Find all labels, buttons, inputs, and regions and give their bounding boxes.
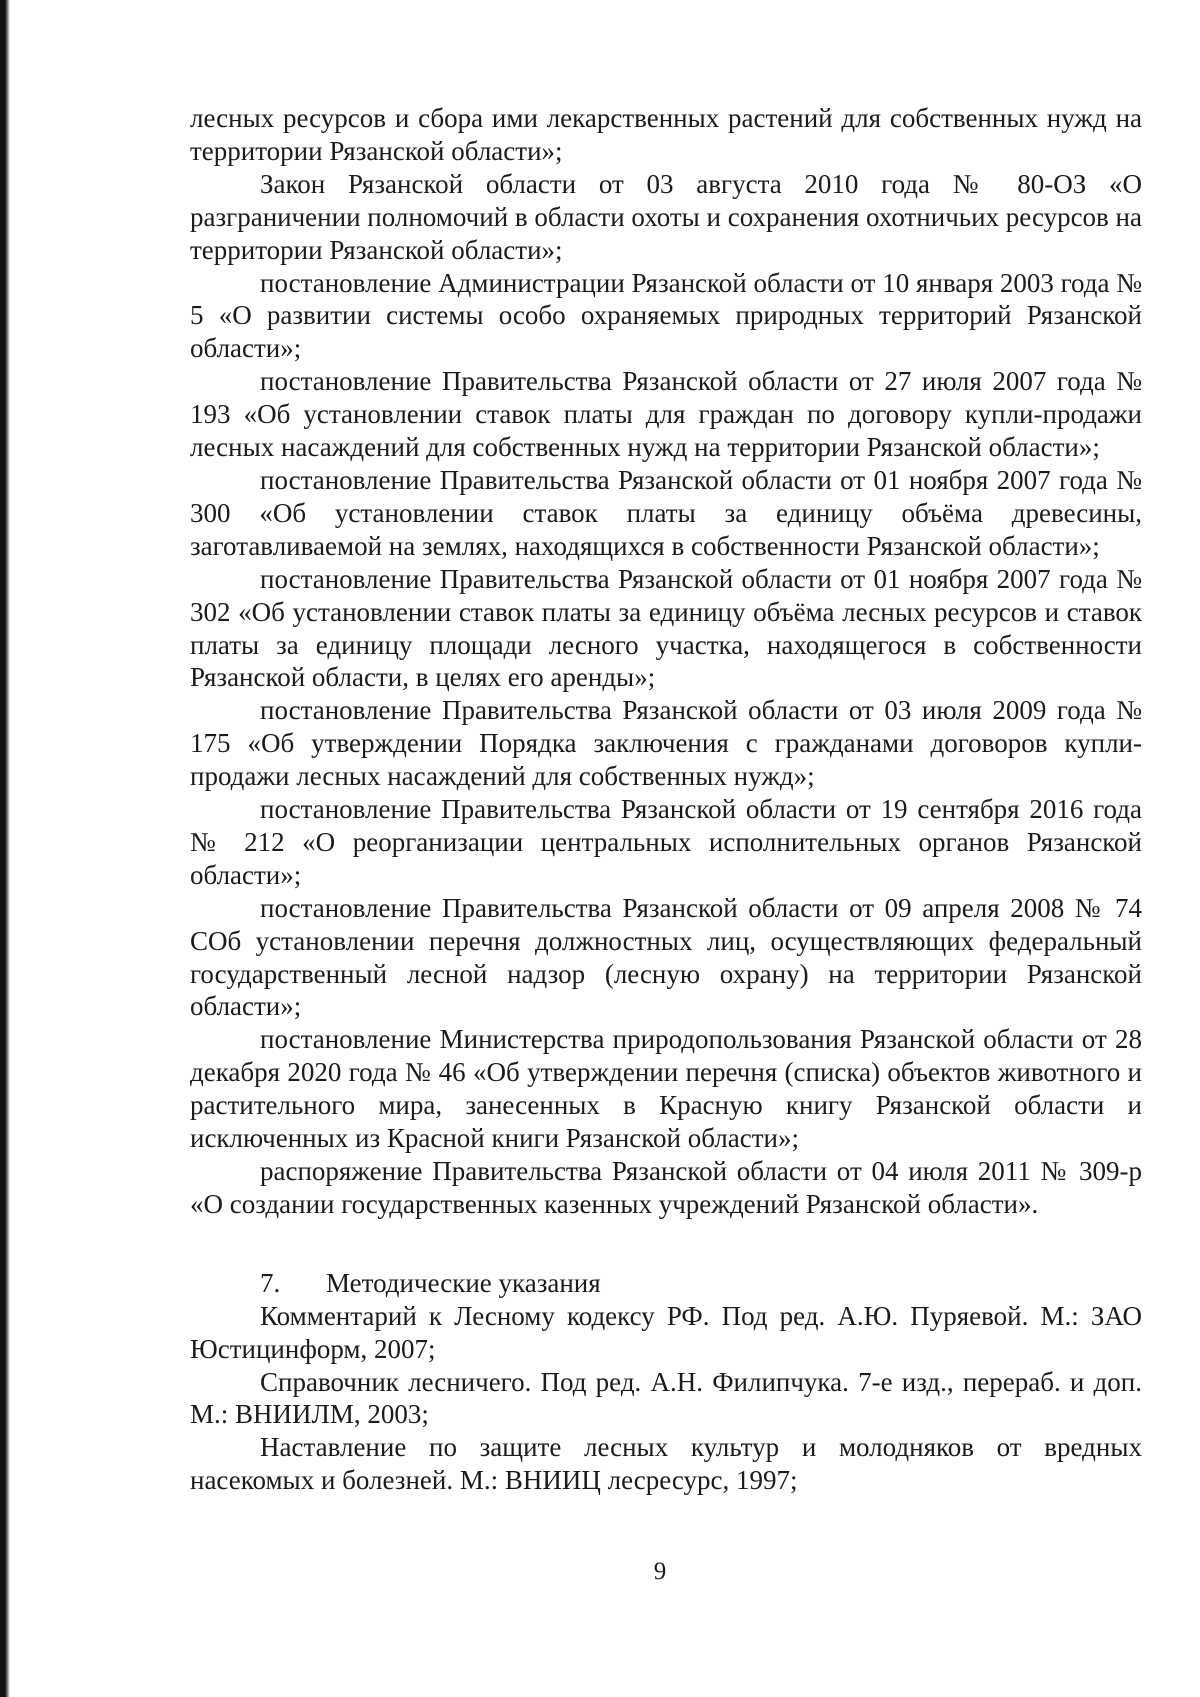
paragraph-resolution-74: постановление Правительства Рязанской области от 09 апреля 2008 № 74 СОб установлении перечня должностных лиц, осуществляющих федеральный государственный лесной надзор (лесную охрану) на территории Рязанской области»;: [190, 892, 1142, 1022]
paragraph-resolution-46: постановление Министерства природопользования Рязанской области от 28 декабря 2020 года № 46 «Об утверждении перечня (списка) объектов животного и растительного мира, занесенных в Красную книгу Рязанской области и исключенных из Красной книги Рязанской области»;: [190, 1024, 1142, 1154]
paragraph-resolution-175: постановление Правительства Рязанской области от 03 июля 2009 года № 175 «Об утверждении Порядка заключения с гражданами договоров купли-продажи лесных насаждений для собственных нужд»;: [190, 695, 1142, 792]
paragraph-order-309r: распоряжение Правительства Рязанской области от 04 июля 2011 № 309-р «О создании государственных казенных учреждений Рязанской области».: [190, 1156, 1142, 1219]
document-page: [190, 102, 1142, 1497]
paragraph-forester-handbook: Справочник лесничего. Под ред. А.Н. Филипчука. 7-е изд., перераб. и доп. М.: ВНИИЛМ, 2003;: [190, 1366, 1142, 1430]
methodical-guidelines-list: [190, 1300, 1142, 1497]
paragraph-resolution-302: постановление Правительства Рязанской области от 01 ноября 2007 года № 302 «Об установлении ставок платы за единицу объёма лесных ресурсов и ставок платы за единицу площади лесного участка, находящегося в собственности Рязанской области, в целях его аренды»;: [190, 563, 1142, 693]
paragraph-continuation: лесных ресурсов и сбора ими лекарственных растений для собственных нужд на территории Рязанской области»;: [190, 103, 1142, 166]
paragraph-law-80-oz: Закон Рязанской области от 03 августа 2010 года № 80-ОЗ «О разграничении полномочий в области охоты и сохранения охотничьих ресурсов на территории Рязанской области»;: [190, 168, 1142, 265]
section-title: Методические указания: [326, 1267, 601, 1298]
legal-acts-list: [190, 102, 1142, 1221]
paragraph-resolution-5: постановление Администрации Рязанской области от 10 января 2003 года № 5 «О развитии системы особо охраняемых природных территорий Рязанской области»;: [190, 267, 1142, 364]
paragraph-resolution-300: постановление Правительства Рязанской области от 01 ноября 2007 года № 300 «Об установлении ставок платы за единицу объёма древесины, заготавливаемой на землях, находящихся в собственности Рязанской области»;: [190, 464, 1142, 561]
paragraph-forest-code-commentary: Комментарий к Лесному кодексу РФ. Под ред. А.Ю. Пуряевой. М.: ЗАО Юстицинформ, 2007;: [190, 1300, 1142, 1364]
page-number: 9: [653, 1558, 667, 1585]
paragraph-resolution-212: постановление Правительства Рязанской области от 19 сентября 2016 года № 212 «О реорганизации центральных исполнительных органов Рязанской области»;: [190, 794, 1142, 890]
scan-binding-edge: [0, 0, 10, 1697]
section-number: 7.: [260, 1267, 281, 1298]
paragraph-forest-protection-manual: Наставление по защите лесных культур и молодняков от вредных насекомых и болезней. М.: ВНИИЦ лесресурс, 1997;: [190, 1432, 1142, 1496]
paragraph-resolution-193: постановление Правительства Рязанской области от 27 июля 2007 года № 193 «Об установлении ставок платы для граждан по договору купли-продажи лесных насаждений для собственных нужд на территории Рязанской области»;: [190, 366, 1142, 463]
section-heading: [190, 1267, 1142, 1300]
